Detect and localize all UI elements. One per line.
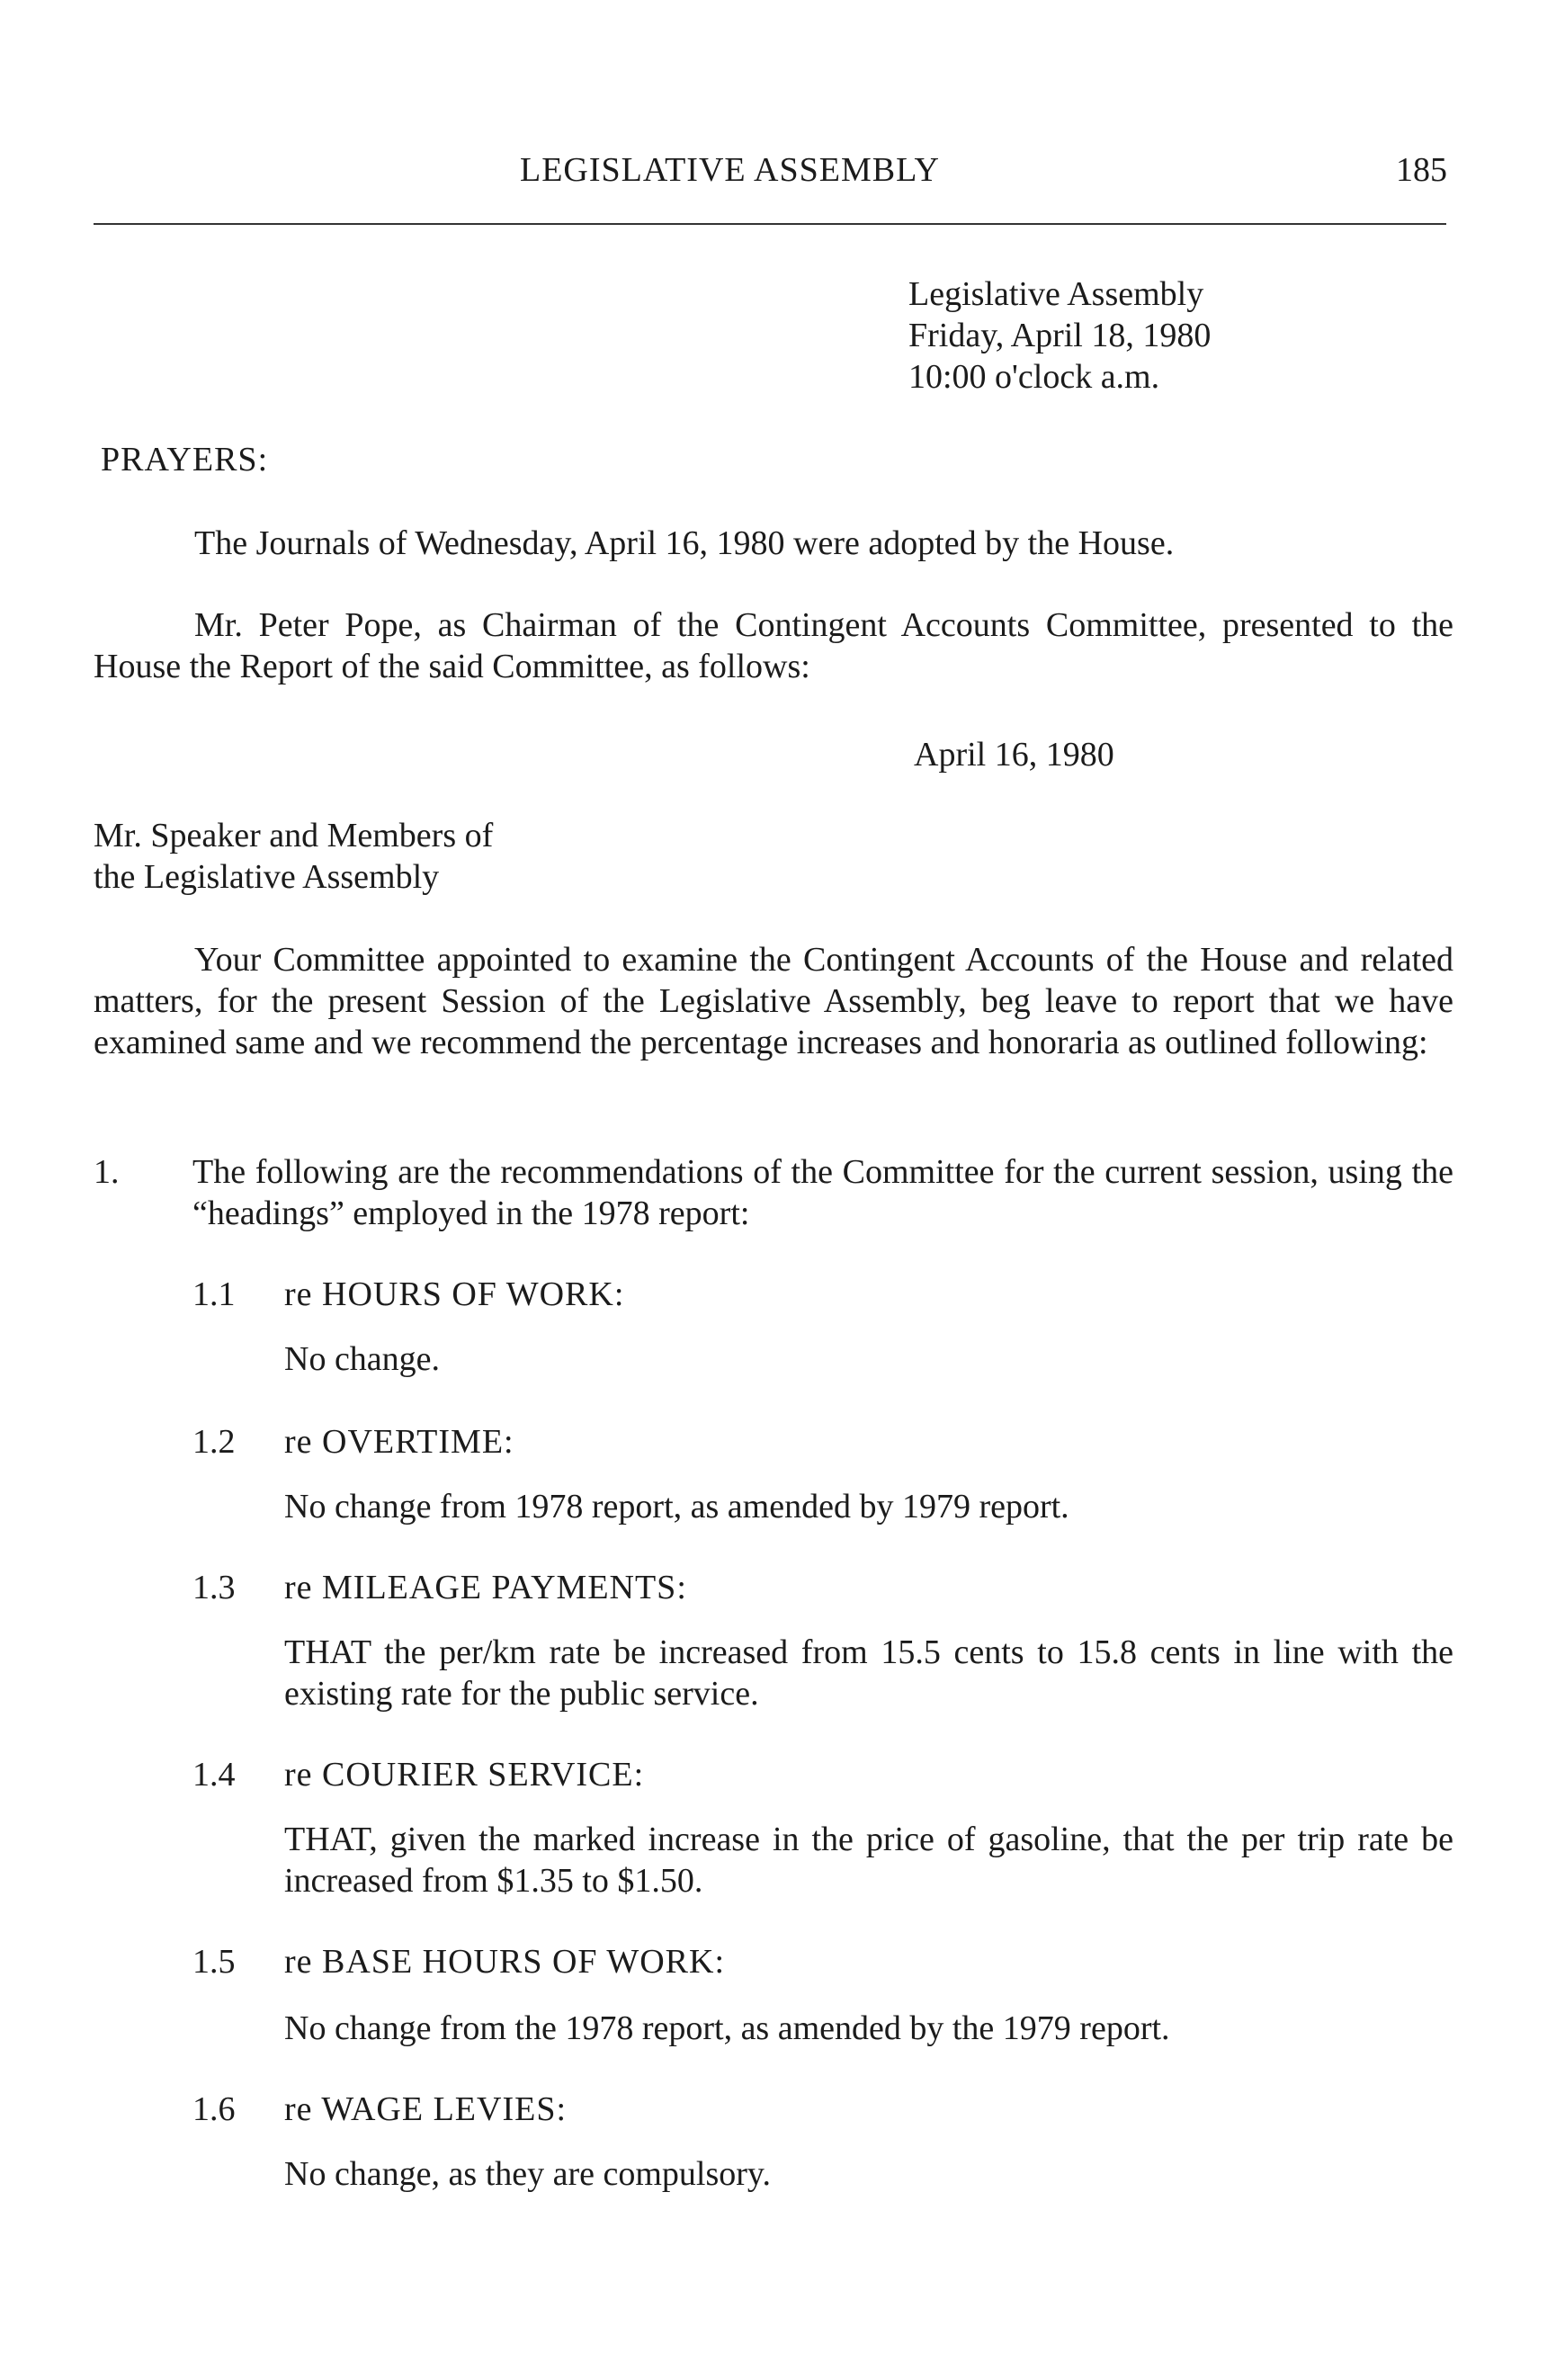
item-heading: re HOURS OF WORK: [284,1275,625,1313]
salutation-line-2: the Legislative Assembly [94,858,440,896]
item-body: No change, as they are compulsory. [284,2155,771,2193]
dateline-body: Legislative Assembly [908,275,1204,313]
item-number: 1.5 [192,1943,236,1981]
item-heading: re COURIER SERVICE: [284,1756,645,1794]
item-number: 1.4 [192,1756,236,1794]
running-header-title: LEGISLATIVE ASSEMBLY [520,151,940,189]
item-body: THAT the per/km rate be increased from 15.5 cents to 15.8 cents in line with the existing rate for the public service. [284,1633,1453,1713]
sitting-dateline [908,273,1211,398]
report-date: April 16, 1980 [914,736,1114,774]
item-number: 1.1 [192,1275,236,1313]
dateline-date: Friday, April 18, 1980 [908,317,1212,354]
intro-paragraph: Your Committee appointed to examine the Contingent Accounts of the House and related matters, for the present Session of the Legislative Assembly, beg leave to report that we have examined same and we recommend the percentage increases and honoraria as outlined following: [94,941,1453,1061]
item-heading: re OVERTIME: [284,1423,514,1461]
page-number: 185 [1396,151,1447,189]
item-body: No change from the 1978 report, as amended by the 1979 report. [284,2009,1170,2047]
dateline-time: 10:00 o'clock a.m. [908,358,1160,396]
item-body: No change. [284,1340,441,1378]
journals-paragraph: The Journals of Wednesday, April 16, 1980 were adopted by the House. [194,524,1175,562]
item-heading: re WAGE LEVIES: [284,2090,568,2128]
item-heading: re BASE HOURS OF WORK: [284,1943,726,1981]
recommendation-text: The following are the recommendations of the Committee for the current session, using the “headings” employed in the 1978 report: [192,1153,1453,1232]
item-body: No change from 1978 report, as amended by 1979 report. [284,1488,1069,1526]
salutation-line-1: Mr. Speaker and Members of [94,817,494,854]
recommendation-number: 1. [94,1153,120,1191]
salutation [94,815,493,898]
item-number: 1.6 [192,2090,236,2128]
header-divider [94,223,1446,225]
item-number: 1.3 [192,1569,236,1606]
prayers-heading: PRAYERS: [101,441,269,479]
item-heading: re MILEAGE PAYMENTS: [284,1569,687,1606]
item-body: THAT, given the marked increase in the price of gasoline, that the per trip rate be increased from $1.35 to $1.50. [284,1821,1453,1900]
item-number: 1.2 [192,1423,236,1461]
presentation-paragraph: Mr. Peter Pope, as Chairman of the Contingent Accounts Committee, presented to the House the Report of the said Committee, as follows: [94,606,1453,685]
